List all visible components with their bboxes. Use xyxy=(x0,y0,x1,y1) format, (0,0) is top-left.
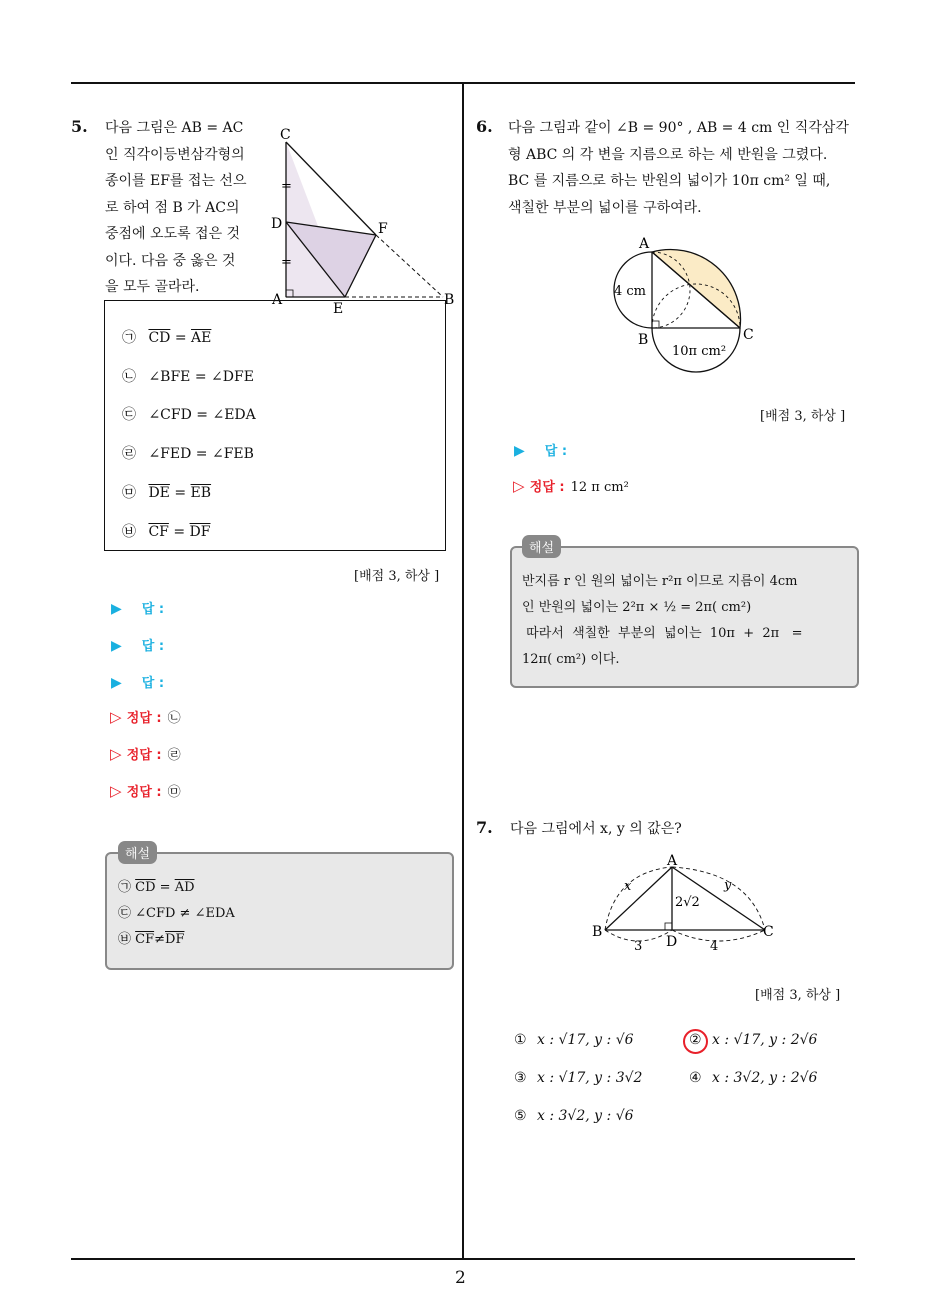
q5-correct-1-arrow-icon: ▷ xyxy=(110,708,127,726)
q5-answer-1[interactable] xyxy=(111,598,164,617)
q6-figure xyxy=(600,220,770,380)
q6-label-A: A xyxy=(639,236,650,252)
q5-choice-4[interactable] xyxy=(122,443,254,463)
q5-tick-lower: = xyxy=(281,255,292,270)
q5-label-B: B xyxy=(444,292,455,308)
q5-line-7: 을 모두 골라라. xyxy=(105,279,200,295)
q5-answer-2[interactable] xyxy=(111,635,164,654)
q7-score: [배점 3, 하상 ] xyxy=(755,988,841,1003)
q7-label-B: B xyxy=(592,924,603,940)
bottom-rule xyxy=(71,1258,855,1260)
q5-explanation-line-2: ㉢ ∠CFD ≠ ∠EDA xyxy=(118,906,235,921)
q6-question-text xyxy=(508,115,860,221)
q5-explanation-line-1: ㉠ $\overline{CD} = \overline{AD}$ xyxy=(118,880,195,895)
q6-label-C: C xyxy=(743,327,754,343)
q5-number: 5. xyxy=(71,117,88,136)
q5-label-D: D xyxy=(271,216,283,232)
q6-line-2: 형 ABC 의 각 변을 지름으로 하는 세 반원을 그렸다. xyxy=(508,146,828,163)
q6-label-bc: 10π cm² xyxy=(672,344,727,359)
q7-choice-3[interactable] xyxy=(514,1070,642,1086)
q5-choice-6-text: $\overline{CF} = \overline{DF}$ xyxy=(148,524,211,540)
q5-answer-1-label: 답 : xyxy=(141,602,165,617)
q5-line-1: 다음 그림은 AB = AC xyxy=(105,120,244,136)
q5-label-C: C xyxy=(280,127,291,143)
q7-figure xyxy=(590,850,780,960)
q5-choice-1-text: $\overline{CD} = \overline{AE}$ xyxy=(148,330,212,346)
q5-choice-1-mark: ㉠ xyxy=(122,330,136,346)
q5-correct-3 xyxy=(110,781,181,800)
q5-correct-1 xyxy=(110,707,181,726)
q5-choice-3-text: ∠CFD = ∠EDA xyxy=(148,407,256,423)
q6-line-4: 색칠한 부분의 넓이를 구하여라. xyxy=(508,199,702,216)
q5-choice-5[interactable] xyxy=(122,482,211,502)
page-number: 2 xyxy=(455,1268,466,1288)
q6-line-1: 다음 그림과 같이 ∠B = 90° , AB = 4 cm 인 직각삼각 xyxy=(508,120,849,136)
q5-label-E: E xyxy=(333,301,344,317)
q6-explanation-line-3: 따라서 색칠한 부분의 넓이는 10π + 2π = xyxy=(522,626,803,641)
q7-label-y: y xyxy=(724,878,732,893)
q6-correct-value: 12 π cm² xyxy=(570,480,629,495)
q7-choice-3-mark: ③ xyxy=(514,1070,527,1086)
q5-choice-4-mark: ㉣ xyxy=(122,446,136,462)
q5-explanation-tag: 해설 xyxy=(118,841,157,864)
q6-explanation-line-4: 12π( cm²) 이다. xyxy=(522,652,620,667)
q5-choice-3[interactable] xyxy=(122,404,256,424)
q5-answer-3-arrow-icon: ▶ xyxy=(111,675,122,691)
q7-choice-4[interactable] xyxy=(689,1070,817,1086)
q7-choice-1-text: x : √17, y : √6 xyxy=(537,1032,634,1048)
q5-correct-3-value: ㉤ xyxy=(167,785,181,800)
q5-line-5: 중점에 오도록 접은 것 xyxy=(105,226,241,242)
q6-correct-arrow-icon: ▷ xyxy=(513,477,530,495)
q6-correct xyxy=(513,476,629,495)
q7-choice-5-mark: ⑤ xyxy=(514,1108,527,1124)
q6-answer-label: 답 : xyxy=(544,444,568,459)
q7-choice-1[interactable] xyxy=(514,1032,634,1048)
q5-choice-4-text: ∠FED = ∠FEB xyxy=(148,446,254,462)
q5-choice-6[interactable] xyxy=(122,521,210,541)
q7-question-text: 다음 그림에서 x, y 의 값은? xyxy=(510,821,682,837)
q5-question-text xyxy=(105,115,265,301)
q5-correct-2 xyxy=(110,744,181,763)
q5-label-F: F xyxy=(378,221,388,237)
q6-answer[interactable] xyxy=(514,440,567,459)
q6-line-3: BC 를 지름으로 하는 반원의 넓이가 10π cm² 일 때, xyxy=(508,173,831,189)
q5-figure xyxy=(265,120,465,320)
q5-label-A: A xyxy=(272,292,283,308)
q5-answer-3-label: 답 : xyxy=(141,676,165,691)
q7-choice-1-mark: ① xyxy=(514,1032,527,1048)
q5-choice-5-mark: ㉤ xyxy=(122,485,136,501)
q5-choice-3-mark: ㉢ xyxy=(122,407,136,423)
q6-label-B: B xyxy=(638,332,649,348)
q7-choice-4-text: x : 3√2, y : 2√6 xyxy=(712,1070,818,1086)
q7-choice-5-text: x : 3√2, y : √6 xyxy=(537,1108,634,1124)
q6-answer-arrow-icon: ▶ xyxy=(514,443,525,459)
q5-correct-2-label: 정답 : xyxy=(126,748,162,763)
q5-answer-2-label: 답 : xyxy=(141,639,165,654)
q5-choice-2-mark: ㉡ xyxy=(122,369,136,385)
q7-label-C: C xyxy=(763,924,774,940)
q5-tick-upper: = xyxy=(281,179,292,194)
q5-line-3: 종이를 EF를 접는 선으 xyxy=(105,173,247,189)
q7-choice-2-mark: ② xyxy=(689,1032,702,1048)
q7-choice-2-text: x : √17, y : 2√6 xyxy=(712,1032,818,1048)
q7-number: 7. xyxy=(476,818,493,837)
q7-choice-3-text: x : √17, y : 3√2 xyxy=(537,1070,643,1086)
q6-score: [배점 3, 하상 ] xyxy=(760,409,846,424)
q5-line-6: 이다. 다음 중 옳은 것 xyxy=(105,252,236,269)
q6-explanation-tag: 해설 xyxy=(522,535,561,558)
q6-number: 6. xyxy=(476,117,493,136)
q7-label-ad: 2√2 xyxy=(675,895,700,910)
q5-correct-2-value: ㉣ xyxy=(167,748,181,763)
q6-correct-label: 정답 : xyxy=(529,480,565,495)
q5-correct-3-arrow-icon: ▷ xyxy=(110,782,127,800)
q7-label-D: D xyxy=(666,934,678,950)
q7-label-bd: 3 xyxy=(634,939,643,954)
q5-score: [배점 3, 하상 ] xyxy=(354,569,440,584)
q5-correct-1-label: 정답 : xyxy=(126,711,162,726)
q7-label-x: x xyxy=(624,879,632,894)
q7-selected-circle-icon xyxy=(683,1029,708,1054)
q6-explanation-line-2: 인 반원의 넓이는 2²π × ½ = 2π( cm²) xyxy=(522,600,752,615)
q5-line-2: 인 직각이등변삼각형의 xyxy=(105,146,245,163)
q6-explanation-line-1: 반지름 r 인 원의 넓이는 r²π 이므로 지름이 4cm xyxy=(522,574,798,589)
q7-choice-2[interactable] xyxy=(689,1032,817,1048)
q5-correct-1-value: ㉡ xyxy=(167,711,181,726)
q5-choice-6-mark: ㉥ xyxy=(122,524,136,540)
q5-choice-1[interactable] xyxy=(122,327,211,347)
q7-choice-4-mark: ④ xyxy=(689,1070,702,1086)
q5-answer-3[interactable] xyxy=(111,672,164,691)
q6-label-ab: 4 cm xyxy=(614,284,647,299)
q5-choice-2-text: ∠BFE = ∠DFE xyxy=(148,369,254,385)
q5-line-4: 로 하여 점 B 가 AC의 xyxy=(105,199,240,216)
q5-correct-2-arrow-icon: ▷ xyxy=(110,745,127,763)
q7-label-A: A xyxy=(667,853,678,869)
q7-label-dc: 4 xyxy=(710,939,719,954)
q5-answer-1-arrow-icon: ▶ xyxy=(111,601,122,617)
q5-choice-5-text: $\overline{DE} = \overline{EB}$ xyxy=(148,485,212,501)
q7-choice-5[interactable] xyxy=(514,1108,634,1124)
q5-correct-3-label: 정답 : xyxy=(126,785,162,800)
q5-choice-2[interactable] xyxy=(122,366,254,386)
q5-answer-2-arrow-icon: ▶ xyxy=(111,638,122,654)
q5-explanation-line-3: ㉥ $\overline{CF}\ne\overline{DF}$ xyxy=(118,932,185,947)
